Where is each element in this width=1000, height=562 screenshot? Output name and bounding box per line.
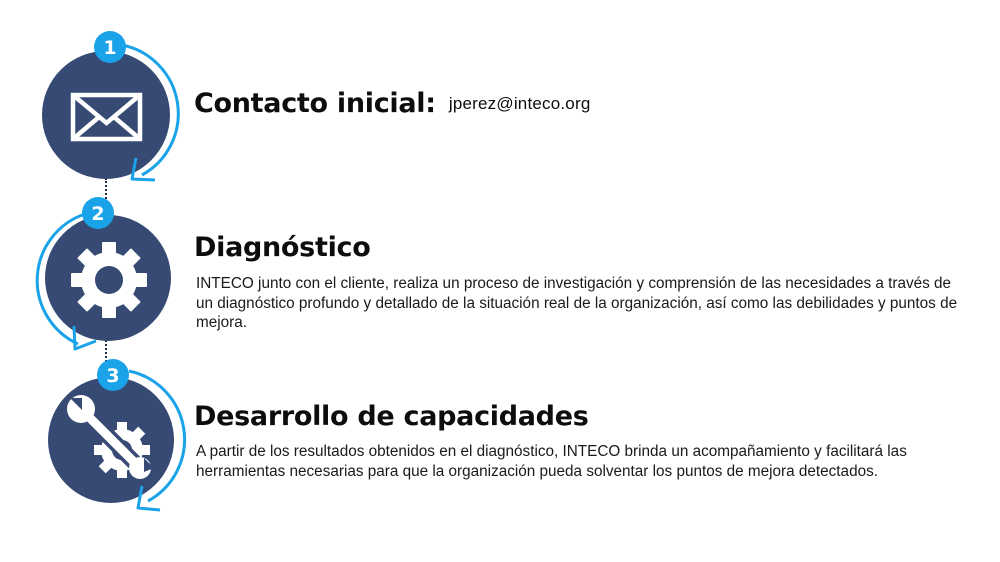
step-1-circle	[42, 51, 170, 179]
step-3-graphic	[30, 358, 190, 528]
step-2-description: INTECO junto con el cliente, realiza un proceso de investigación y comprensión de las necesidades a través de un diagnóstico profundo y detallado de la situación real de la organización, así como las debilidades y puntos de mejora.	[196, 275, 958, 331]
step-2-title: Diagnóstico	[194, 232, 371, 263]
step-1-title	[194, 88, 590, 119]
step-3-svg	[30, 358, 190, 528]
gear-icon	[71, 242, 147, 318]
step-3-title: Desarrollo de capacidades	[194, 401, 589, 432]
contact-email[interactable]: jperez@inteco.org	[448, 94, 591, 113]
step-2-number: 2	[91, 203, 105, 225]
step-3-description: A partir de los resultados obtenidos en el diagnóstico, INTECO brinda un acompañamiento y facilitará las herramientas necesarias para que la organización pueda solventar los puntos de mejora detectados.	[196, 443, 907, 480]
step-2-graphic	[30, 194, 190, 364]
step-1-title-text: Contacto inicial:	[194, 88, 436, 119]
step-1-number: 1	[103, 37, 117, 59]
step-3-number: 3	[106, 365, 120, 387]
step-1-svg	[30, 28, 190, 188]
step-2-svg	[30, 194, 190, 364]
step-1-graphic	[30, 28, 190, 188]
